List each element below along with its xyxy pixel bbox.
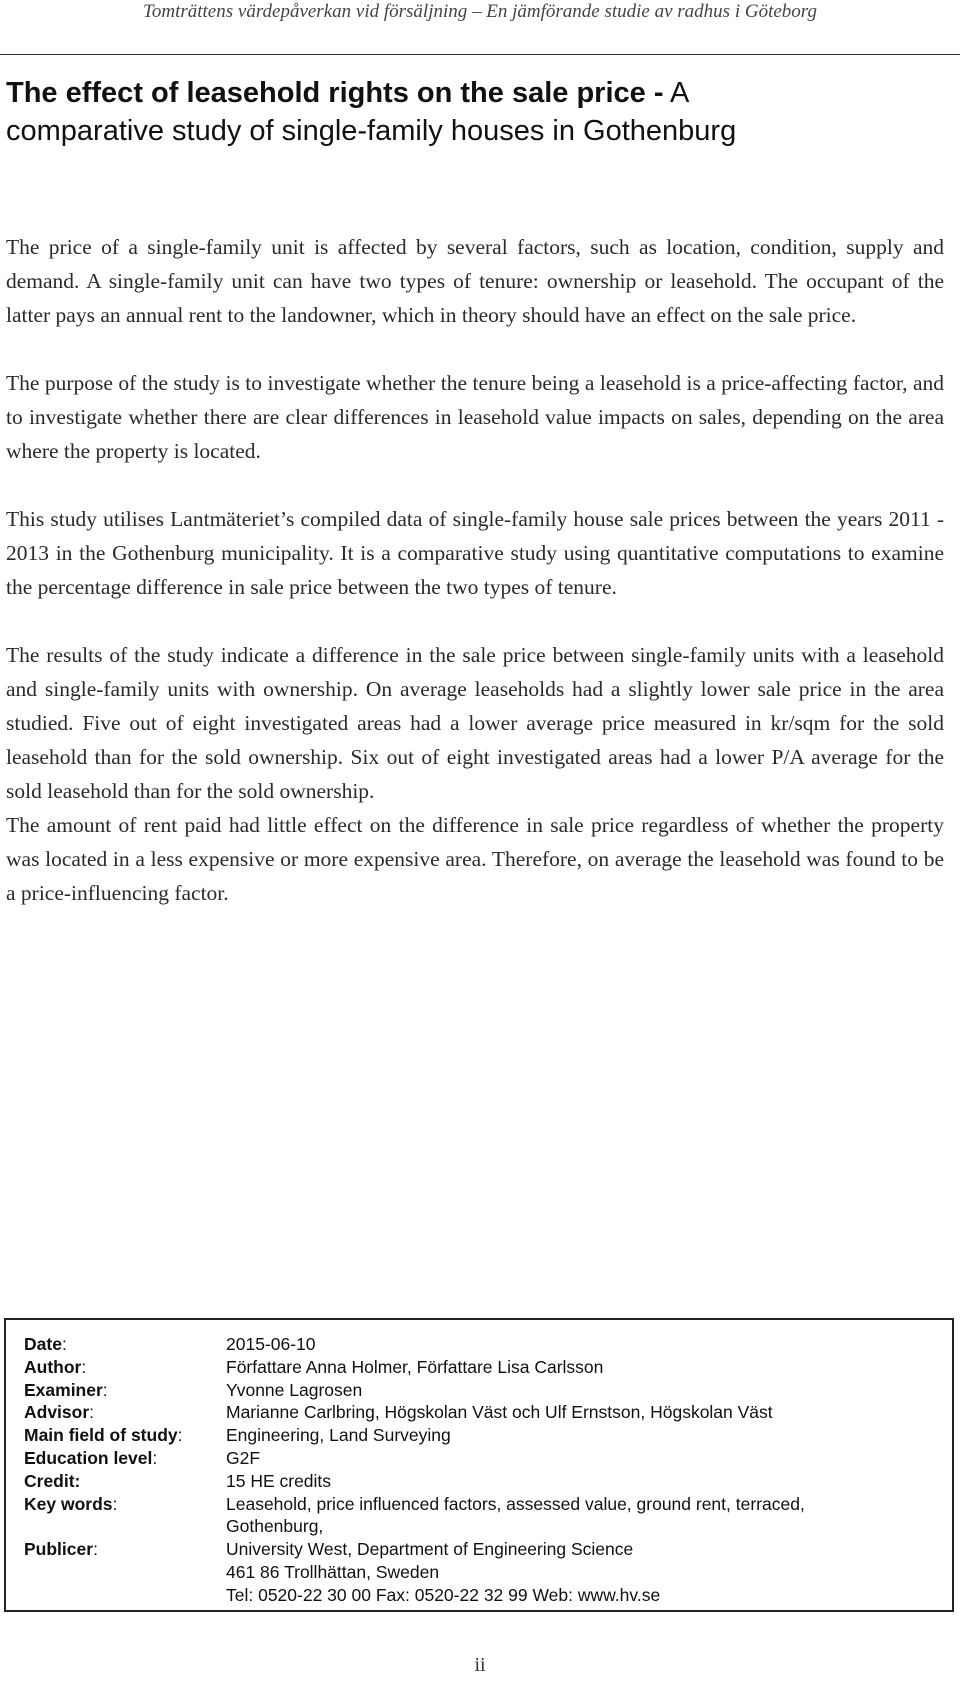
publisher-label: Publicer [24,1539,94,1560]
advisor-label: Advisor [24,1402,90,1423]
publisher-value-line2: 461 86 Trollhättan, Sweden [226,1561,440,1582]
info-row-publisher: Publicer: University West, Department of Engineering Science 461 86 Trollhättan, Sweden Tel: 0520-22 30 00 Fax: 0520-22 32 99 Web: www.hv.se [24,1538,952,1606]
running-header: Tomträttens värdepåverkan vid försäljning – En jämförande studie av radhus i Göteborg [143,1,817,22]
date-value: 2015-06-10 [226,1334,316,1354]
page-title-line2: comparative study of single-family houses in Gothenburg [6,115,737,147]
credit-label: Credit: [24,1470,81,1491]
page-title-regular: A [663,77,690,109]
author-label: Author [24,1356,82,1377]
field-label: Main field of study [24,1425,178,1446]
education-value: G2F [226,1447,261,1468]
publisher-value-line3: Tel: 0520-22 30 00 Fax: 0520-22 32 99 Web: www.hv.se [226,1584,661,1605]
info-row-author: Author: Författare Anna Holmer, Författare Lisa Carlsson [24,1356,952,1379]
page-number: ii [474,1654,486,1676]
header-rule [0,54,960,55]
page-title [6,74,936,150]
abstract-paragraph-2: The purpose of the study is to investigate whether the tenure being a leasehold is a price-affecting factor, and to investigate whether there are clear differences in leasehold value impacts on sales, depending on the area where the property is located. [6,371,944,463]
credit-value: 15 HE credits [226,1470,332,1491]
date-label: Date [24,1334,62,1354]
examiner-label: Examiner [24,1379,103,1400]
publisher-value-line1: University West, Department of Engineering Science [226,1539,634,1560]
keywords-value-line2: Gothenburg, [226,1516,324,1537]
info-row-advisor: Advisor: Marianne Carlbring, Högskolan Väst och Ulf Ernstson, Högskolan Väst [24,1401,952,1424]
examiner-value: Yvonne Lagrosen [226,1379,363,1400]
field-value: Engineering, Land Surveying [226,1425,451,1446]
keywords-value-line1: Leasehold, price influenced factors, assessed value, ground rent, terraced, [226,1493,805,1514]
page-title-bold: The effect of leasehold rights on the sale price - [6,77,664,109]
keywords-label: Key words [24,1493,113,1514]
abstract-paragraph-4: The results of the study indicate a difference in the sale price between single-family units with a leasehold and single-family units with ownership. On average leaseholds had a slightly lower sale price in the area studied. Five out of eight investigated areas had a lower average price measured in kr/sqm for the sold leasehold than for the sold ownership. Six out of eight investigated areas had a lower P/A average for the sold leasehold than for the sold ownership. [6,643,944,803]
info-row-education: Education level: G2F [24,1447,952,1470]
education-label: Education level [24,1447,153,1468]
abstract-paragraph-5: The amount of rent paid had little effect on the difference in sale price regardless of whether the property was located in a less expensive or more expensive area. Therefore, on average the leasehold was found to be a price-influencing factor. [6,813,944,905]
abstract-paragraph-1: The price of a single-family unit is affected by several factors, such as location, condition, supply and demand. A single-family unit can have two types of tenure: ownership or leasehold. The occupant of the latter pays an annual rent to the landowner, which in theory should have an effect on the sale price. [6,235,944,327]
abstract [6,230,944,944]
advisor-value: Marianne Carlbring, Högskolan Väst och Ulf Ernstson, Högskolan Väst [226,1402,773,1423]
info-row-examiner: Examiner: Yvonne Lagrosen [24,1379,952,1402]
info-row-date: Date: 2015-06-10 [24,1333,952,1356]
thesis-info-box [4,1318,954,1612]
abstract-paragraph-3: This study utilises Lantmäteriet’s compiled data of single-family house sale prices between the years 2011 - 2013 in the Gothenburg municipality. It is a comparative study using quantitative computations to examine the percentage difference in sale price between the two types of tenure. [6,507,944,599]
info-row-keywords: Key words: Leasehold, price influenced factors, assessed value, ground rent, terraced, Gothenburg, [24,1493,952,1539]
info-row-credit [24,1470,952,1493]
info-row-field: Main field of study: Engineering, Land Surveying [24,1424,952,1447]
author-value: Författare Anna Holmer, Författare Lisa Carlsson [226,1356,604,1377]
